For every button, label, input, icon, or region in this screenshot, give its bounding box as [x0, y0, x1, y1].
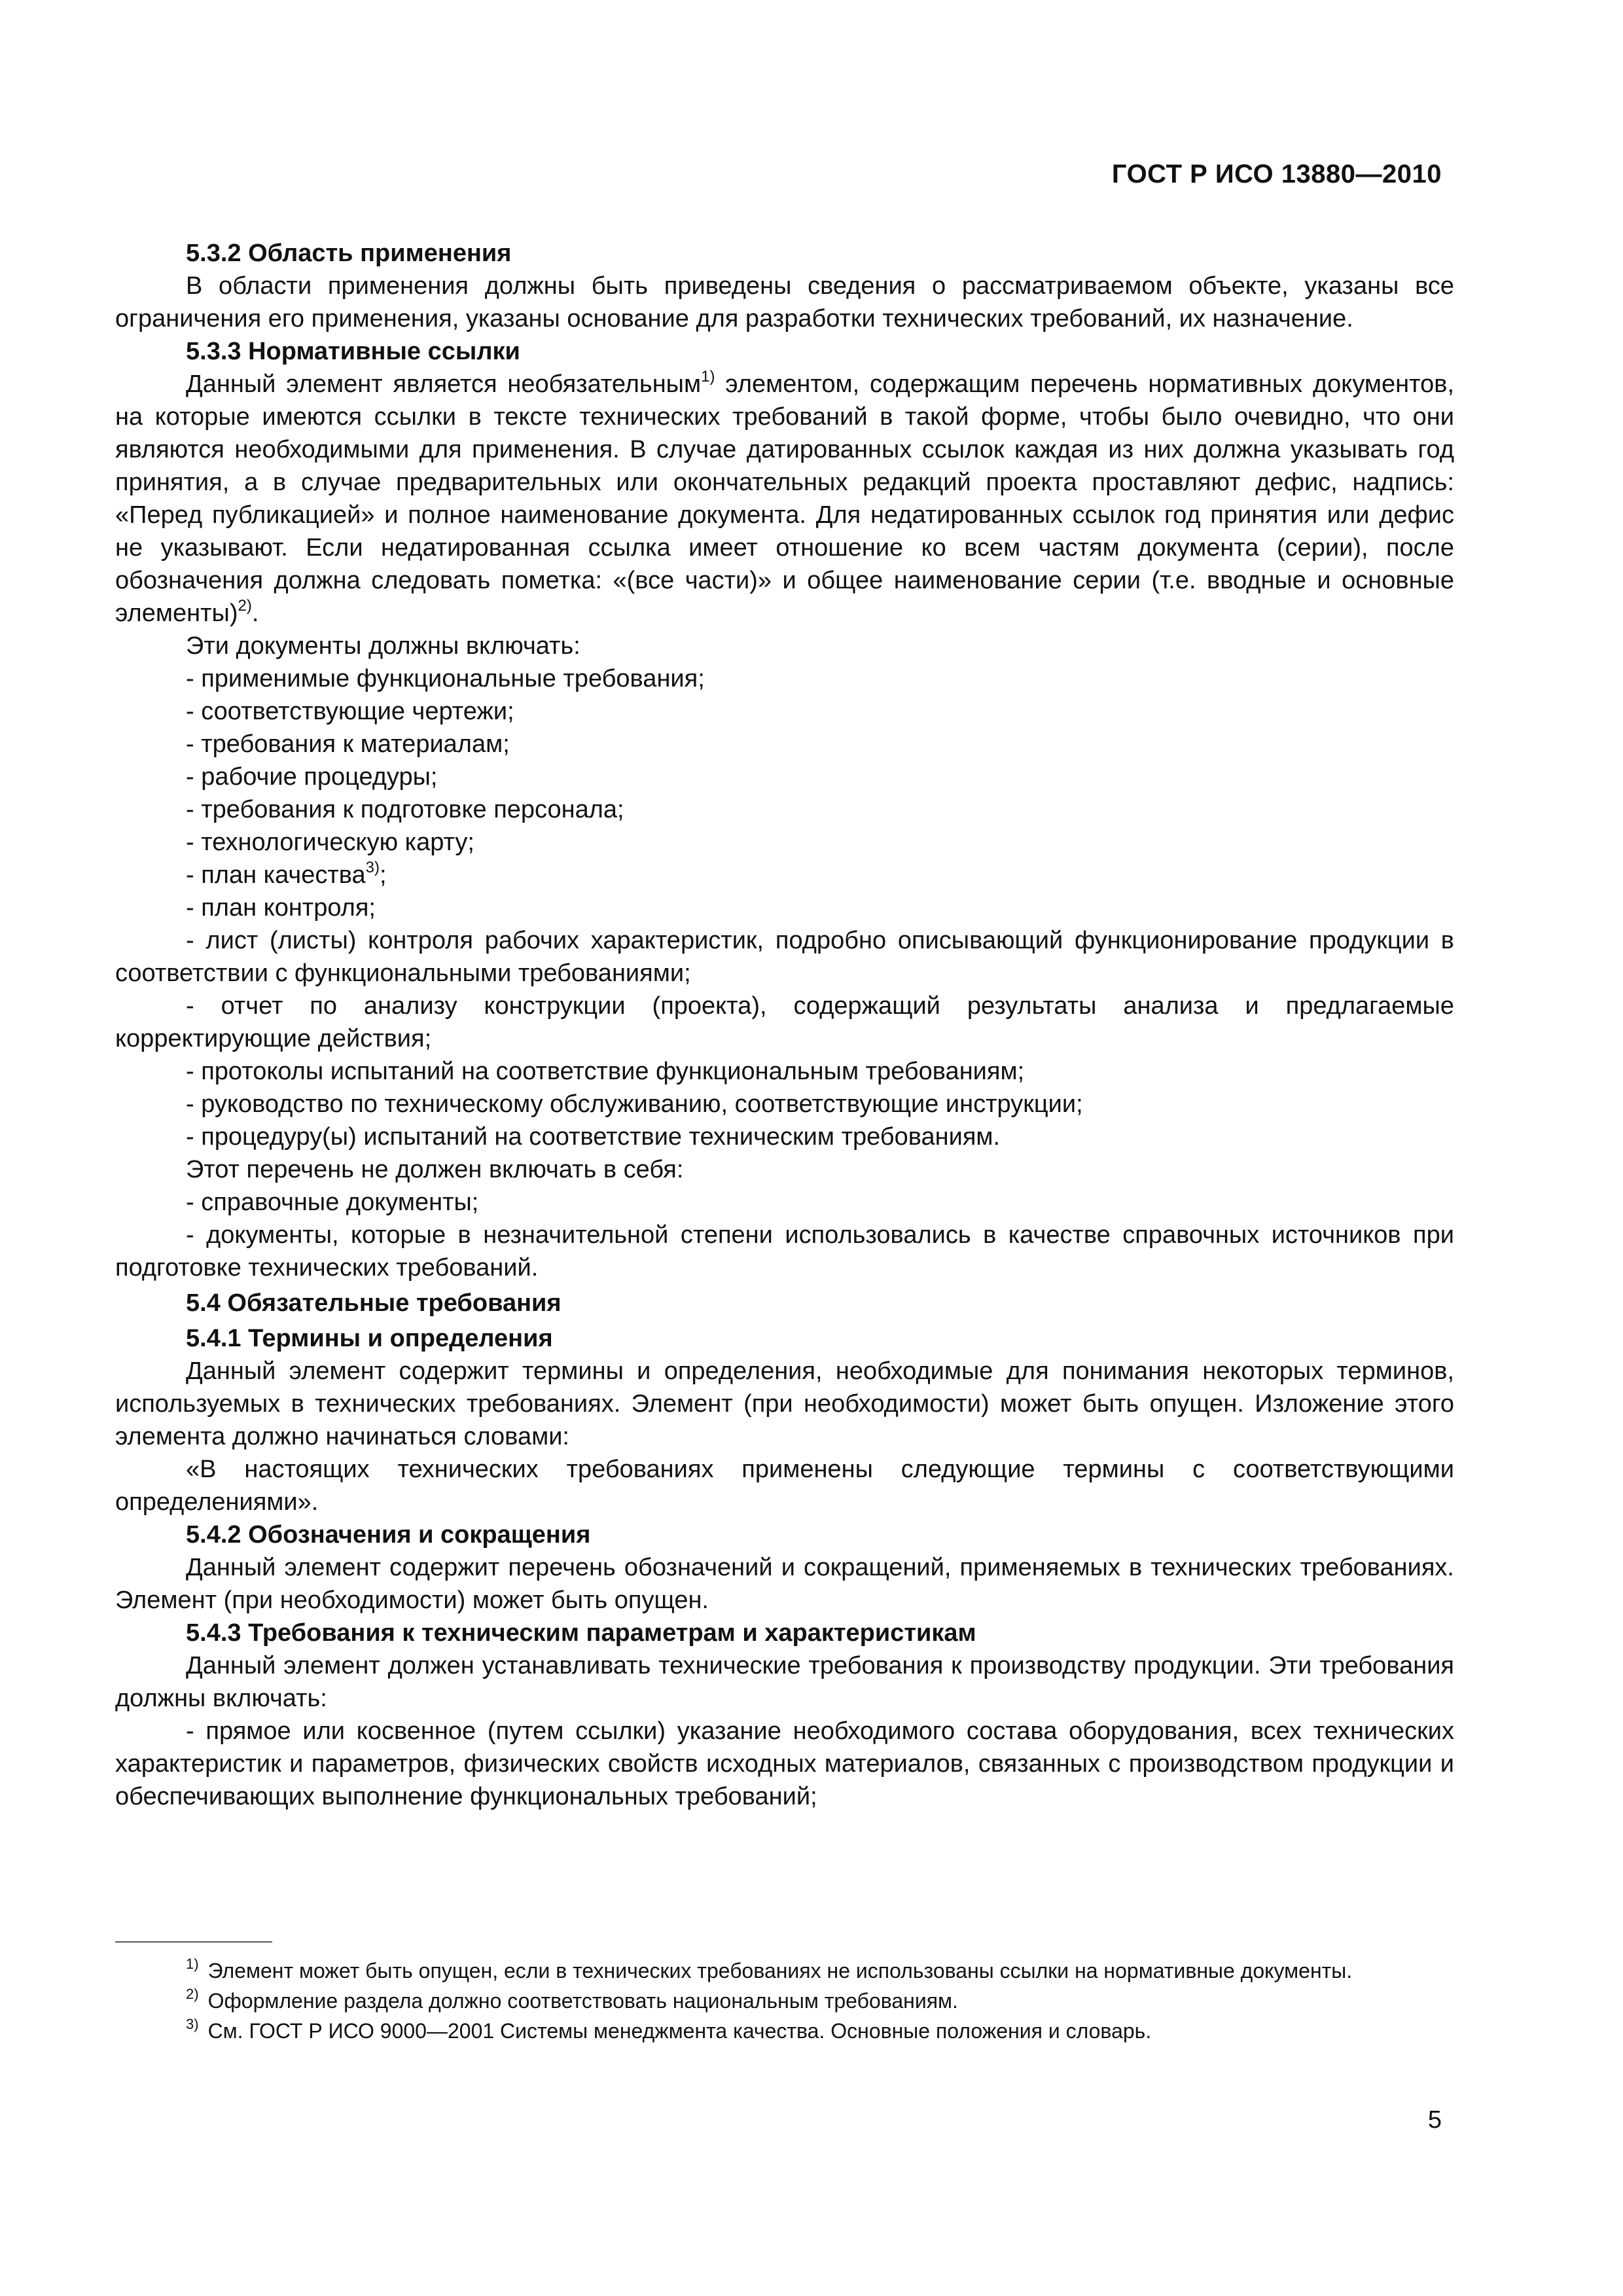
- list-item: [115, 859, 1454, 891]
- section-heading-5-4-2: 5.4.2 Обозначения и сокращения: [186, 1521, 591, 1549]
- footnote-text: См. ГОСТ Р ИСО 9000—2001 Системы менеджмента качества. Основные положения и словарь.: [207, 2019, 1152, 2043]
- footnote-text: Элемент может быть опущен, если в технических требованиях не использованы ссылки на нормативные документы.: [207, 1959, 1353, 1982]
- list-item: - руководство по техническому обслуживанию, соответствующие инструкции;: [186, 1090, 1083, 1118]
- list-intro-exclude: Этот перечень не должен включать в себя:: [186, 1156, 684, 1183]
- footnote-1: [115, 1957, 1454, 1984]
- list-item: - лист (листы) контроля рабочих характеристик, подробно описывающий функционирование продукции в соответствии с функциональными требованиями;: [115, 927, 1454, 987]
- footnote-mark: 1): [186, 1956, 199, 1972]
- footnote-ref-1: 1): [701, 368, 715, 386]
- page-number: 5: [1427, 2106, 1442, 2134]
- list-item: - технологическую карту;: [186, 829, 474, 856]
- document-body: [115, 237, 1454, 1813]
- section-heading-5-3-3: 5.3.3 Нормативные ссылки: [186, 338, 520, 365]
- section-heading-5-4-3: 5.4.3 Требования к техническим параметрам и характеристикам: [186, 1619, 976, 1647]
- list-item: - процедуру(ы) испытаний на соответствие техническим требованиям.: [186, 1123, 1001, 1151]
- footnote-2: [115, 1987, 1454, 2015]
- document-header: ГОСТ Р ИСО 13880—2010: [1111, 160, 1442, 188]
- footnote-divider: [115, 1941, 272, 1943]
- list-item: - отчет по анализу конструкции (проекта), содержащий результаты анализа и предлагаемые корректирующие действия;: [115, 992, 1454, 1052]
- footnote-ref-2: 2): [238, 597, 252, 615]
- paragraph-text: Данный элемент является необязательным: [186, 370, 702, 398]
- list-item-text: ;: [379, 861, 387, 889]
- footnote-text: Оформление раздела должно соответствовать национальным требованиям.: [207, 1989, 958, 2013]
- section-heading-5-3-2: 5.3.2 Область применения: [186, 240, 512, 267]
- footnote-mark: 2): [186, 1986, 199, 2002]
- paragraph-terms-quote: «В настоящих технических требованиях применены следующие термины с соответствующими определениями».: [115, 1456, 1454, 1516]
- paragraph-terms: Данный элемент содержит термины и определения, необходимые для понимания некоторых терминов, используемых в технических требованиях. Элемент (при необходимости) может быть опущен. Изложение этого элемента должно начинаться словами:: [115, 1357, 1454, 1450]
- paragraph-abbreviations: Данный элемент содержит перечень обозначений и сокращений, применяемых в технических требованиях. Элемент (при необходимости) может быть опущен.: [115, 1554, 1454, 1614]
- list-item: - требования к материалам;: [186, 730, 510, 758]
- paragraph-text: элементом, содержащим перечень нормативных документов, на которые имеются ссылки в тексте технических требований в такой форме, чтобы было очевидно, что они являются необходимыми для применения. В случае датированных ссылок каждая из них должна указывать год принятия, а в случае предварительных или окончательных редакций проекта проставляют дефис, надпись: «Перед публикацией» и полное наименование документа. Для недатированных ссылок год принятия или дефис не указывают. Если недатированная ссылка имеет отношение ко всем частям документа (серии), после обозначения должна следовать пометка: «(все части)» и общее наименование серии (т.е. вводные и основные элементы): [115, 370, 1455, 627]
- paragraph-normative-references: [115, 368, 1454, 630]
- footnote-mark: 3): [186, 2016, 199, 2032]
- list-item: - документы, которые в незначительной степени использовались в качестве справочных источников при подготовке технических требований.: [115, 1221, 1454, 1282]
- list-item: - применимые функциональные требования;: [186, 665, 705, 692]
- footnote-3: [115, 2017, 1454, 2045]
- list-item: - прямое или косвенное (путем ссылки) указание необходимого состава оборудования, всех технических характеристик и параметров, физических свойств исходных материалов, связанных с производством продукции и обеспечивающих выполнение функциональных требований;: [115, 1717, 1454, 1810]
- paragraph-scope: В области применения должны быть приведены сведения о рассматриваемом объекте, указаны все ограничения его применения, указаны основание для разработки технических требований, их назначение.: [115, 272, 1454, 332]
- list-item: - справочные документы;: [186, 1189, 479, 1216]
- section-heading-5-4: 5.4 Обязательные требования: [186, 1289, 562, 1317]
- list-item-text: - план качества: [186, 861, 366, 889]
- list-item: - план контроля;: [186, 894, 376, 922]
- list-item: - рабочие процедуры;: [186, 763, 438, 791]
- footnotes: [115, 1957, 1454, 2047]
- list-item: - требования к подготовке персонала;: [186, 796, 624, 823]
- list-item: - протоколы испытаний на соответствие функциональным требованиям;: [186, 1058, 1025, 1085]
- paragraph-text: .: [251, 600, 259, 627]
- footnote-ref-3: 3): [365, 859, 380, 876]
- paragraph-technical-requirements: Данный элемент должен устанавливать технические требования к производству продукции. Эти требования должны включать:: [115, 1652, 1454, 1712]
- section-heading-5-4-1: 5.4.1 Термины и определения: [186, 1325, 553, 1352]
- list-intro-include: Эти документы должны включать:: [186, 632, 580, 660]
- list-item: - соответствующие чертежи;: [186, 698, 514, 725]
